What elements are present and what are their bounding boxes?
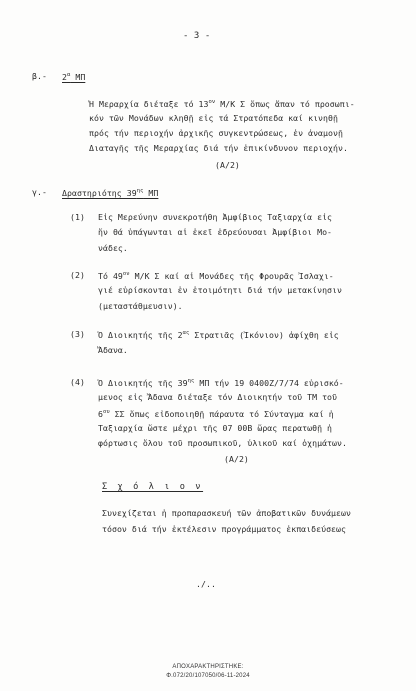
comment-line-2: τόσον διά τήν ἐκτέλεσιν προγράμματος ἐκπαιδεύσεως — [102, 524, 346, 534]
item-1-line-1: Εἰς Μερεύνην συνεκροτήθη Ἀμφίβιος Ταξιαρχία εἰς — [98, 212, 333, 222]
item-4-line-2: μενος εἰς Ἄδανα διέταξε τόν Διοικητήν τοῦ ΤΜ τοῦ — [98, 392, 338, 402]
item-1-line-3: νάδες. — [98, 243, 128, 253]
item-2-line-1: Τό $49^{o\nu}$ Μ/Κ Σ καί αἱ Μονάδες τῆς Φρουρᾶς Ἰσλαχι- — [98, 271, 334, 281]
section-b-heading: $2^\alpha$ ΜΠ — [62, 72, 86, 82]
item-4-ref: (Α/2) — [224, 454, 249, 464]
item-2-number: (2) — [70, 270, 85, 280]
item-3-line-1: Ὁ Διοικητής τῆς $2^{\alpha\varsigma}$ Στρατιᾶς (Ἰκόνιον) ἀφίχθη εἰς — [98, 330, 339, 340]
item-4-line-3: $6^{o\upsilon}$ ΣΣ ὅπως εἰδοποιηθῇ πάραυτα τό Σύνταγμα καί ἡ — [98, 409, 334, 419]
item-3-line-2: Ἄδανα. — [98, 345, 128, 355]
section-b-line-1: Ἡ Μεραρχία διέταξε τό $13^{o\nu}$ Μ/Κ Σ ὅπως ἅπαν τό προσωπι- — [89, 99, 355, 109]
section-b-marker: β.- — [32, 71, 47, 81]
section-g-marker: γ.- — [32, 187, 47, 197]
item-1-line-2: ἥν θά ὑπάγωνται αἱ ἐκεῖ ἑδρεύουσαι Ἀμφίβιοι Μο- — [98, 227, 333, 237]
section-b-line-4: Διαταγῆς τῆς Μεραρχίας διά τήν ἐπικίνδυνον περιοχήν. — [89, 143, 348, 153]
section-b-ref: (Α/2) — [215, 160, 240, 170]
item-4-line-1: Ὁ Διοικητής τῆς $39^{\eta\varsigma}$ ΜΠ τήν 19 0400Z/7/74 εὑρισκό- — [98, 378, 344, 388]
item-3-number: (3) — [70, 329, 85, 339]
item-4-line-5: φόρτωσις ὅλου τοῦ προσωπικοῦ, ὑλικοῦ καί ὀχημάτων. — [98, 438, 347, 448]
page-number: - 3 - — [183, 31, 211, 41]
section-b-line-2: κόν τῶν Μονάδων κληθῇ εἰς τά Στρατόπεδα καί κινηθῇ — [89, 113, 338, 123]
section-b-line-3: πρός τήν περιοχήν ἀρχικῆς συγκεντρώσεως, ἐν ἀναμονῇ — [89, 128, 343, 138]
item-4-line-4: Ταξιαρχία ὥστε μέχρι τῆς 07 00Β ὥρας περατωθῇ ἡ — [98, 423, 333, 433]
declassification-label: ΑΠΟΧΑΡΑΚΤΗΡΙΣΤΗΚΕ: — [172, 664, 244, 670]
comment-line-1: Συνεχίζεται ἡ προπαρασκευή τῶν ἀποβατικῶν δυνάμεων — [102, 508, 351, 518]
item-4-number: (4) — [70, 377, 85, 387]
item-2-line-3: (μεταστάθμευσιν). — [98, 301, 183, 311]
comment-heading: Σ χ ό λ ι ο ν — [102, 482, 204, 492]
declassification-reference: Φ.072/20/107050/06-11-2024 — [166, 673, 250, 679]
item-1-number: (1) — [70, 212, 85, 222]
continuation-mark: ./.. — [196, 579, 216, 589]
section-g-heading: Δραστηριότης $39^{\eta\varsigma}$ ΜΠ — [62, 188, 159, 198]
item-2-line-2: γιέ εὑρίσκονται ἐν ἑτοιμότητι διά τήν μετακίνησιν — [98, 285, 342, 295]
